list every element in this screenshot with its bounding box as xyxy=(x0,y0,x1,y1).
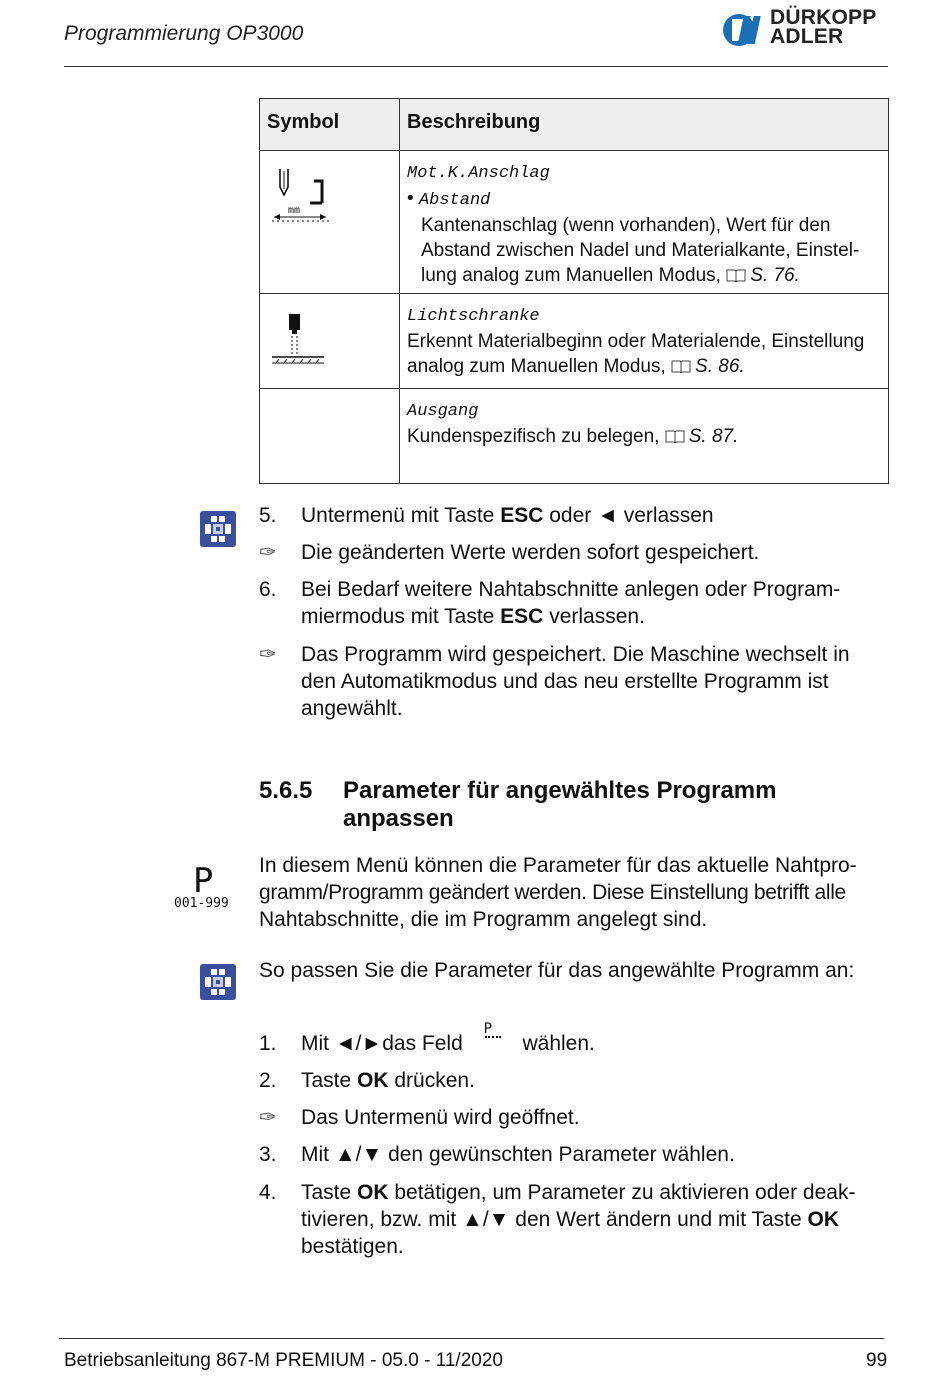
procedure-icon xyxy=(200,511,236,547)
param-name: Mot.K.Anschlag xyxy=(407,164,550,183)
result-arrow-icon: ✑ xyxy=(259,541,277,564)
param-name: Ausgang xyxy=(407,402,479,421)
section-intro: In diesem Menü können die Parameter für das aktuelle Nahtpro- gramm/Programm geändert werden. Diese Einstellung betrifft alle Nahtabschnitte, die im Programm angelegt sind. xyxy=(259,854,857,931)
column-header-description: Beschreibung xyxy=(400,99,889,151)
symbol-cell xyxy=(260,151,400,294)
step-text: Untermenü mit Taste xyxy=(301,504,501,527)
key-label: OK xyxy=(357,1181,389,1204)
column-header-symbol: Symbol xyxy=(260,99,400,151)
duerkopp-adler-logo xyxy=(722,8,890,52)
description-cell xyxy=(400,294,889,389)
procedure-steps-b: 1. Mit ◄/►das Feld P wählen. 2. Taste OK drücken. ✑ Das Untermenü wird geöffnet. 3. Mit ▲/▼ den gewünschten Parameter wählen. 4. Taste OK betätigen, um Parameter zu aktivieren oder deak- tivieren, bzw. mit ▲/▼ den Wert ändern und mit Taste OK bestätigen. xyxy=(259,1021,856,1258)
header-rule xyxy=(64,66,888,67)
running-header-title: Programmierung OP3000 xyxy=(64,22,304,45)
logo-text-line2: ADLER xyxy=(770,25,844,48)
page-number: 99 xyxy=(866,1350,888,1371)
symbol-cell xyxy=(260,294,400,389)
edge-stop-icon xyxy=(270,165,340,235)
logo-mark-icon xyxy=(722,10,768,50)
param-text-line: lung analog zum Manuellen Modus, xyxy=(421,265,721,286)
footer-document-title: Betriebsanleitung 867-M PREMIUM - 05.0 - 11/2020 xyxy=(64,1350,503,1371)
step-number: 6. xyxy=(259,578,277,601)
result-arrow-icon: ✑ xyxy=(259,1106,277,1129)
howto-intro: So passen Sie die Parameter für das angewählte Programm an: xyxy=(259,959,855,982)
param-text-line: Kantenanschlag (wenn vorhanden), Wert für den xyxy=(421,215,831,236)
key-label: OK xyxy=(807,1208,840,1231)
procedure-icon xyxy=(200,964,236,1000)
step-text: oder ◄ verlassen xyxy=(543,504,714,527)
book-icon xyxy=(665,429,685,443)
book-icon xyxy=(671,359,691,373)
section-number: 5.6.5 xyxy=(259,777,313,804)
procedure-steps-a: 5. Untermenü mit Taste ESC oder ◄ verlassen ✑ Die geänderten Werte werden sofort gespeichert. 6. Bei Bedarf weitere Nahtabschnitte anlegen oder Program- miermodus mit Taste ESC verlassen. ✑ Das Programm wird gespeichert. Die Maschine wechselt in den Automatikmodus und das neu erstellte Programm ist angewählt. xyxy=(259,502,889,732)
param-text-line: Erkennt Materialbeginn oder Materialende, Einstellung xyxy=(407,331,865,352)
footer-rule xyxy=(59,1338,884,1339)
program-parameter-icon: P 001-999 xyxy=(174,861,229,911)
description-cell xyxy=(400,389,889,484)
result-arrow-icon: ✑ xyxy=(259,643,277,666)
key-label: OK xyxy=(357,1069,389,1092)
light-barrier-icon xyxy=(270,312,340,382)
step-number: 2. xyxy=(259,1069,277,1092)
page-reference-link[interactable]: S. 86. xyxy=(695,356,745,377)
step-number: 5. xyxy=(259,504,277,527)
page-reference-link[interactable]: S. 87. xyxy=(688,426,739,447)
param-text-line: Abstand zwischen Nadel und Materialkante, Einstel- xyxy=(421,240,860,261)
key-label: ESC xyxy=(500,504,544,527)
p-field-icon: P xyxy=(469,1030,517,1050)
step-number: 4. xyxy=(259,1181,277,1204)
param-bullet: Abstand xyxy=(418,191,491,210)
logo-text-line1: DÜRKOPP xyxy=(770,6,877,29)
param-name: Lichtschranke xyxy=(407,307,540,326)
description-cell: Mot.K.Anschlag • Abstand Kantenanschlag (wenn vorhanden), Wert für den Abstand zwischen Nadel und Materialkante, Einstel- lung analog zum Manuellen Modus, S. 76. xyxy=(400,151,889,294)
key-label: ESC xyxy=(500,605,544,628)
step-number: 3. xyxy=(259,1143,277,1166)
param-text-line: analog zum Manuellen Modus, xyxy=(407,356,666,377)
page-reference-link[interactable]: S. 76. xyxy=(750,265,800,286)
step-text: Bei Bedarf weitere Nahtabschnitte anlegen oder Program- xyxy=(301,578,841,601)
book-icon xyxy=(726,268,746,282)
step-number: 1. xyxy=(259,1032,277,1055)
param-text-line: Kundenspezifisch zu belegen, xyxy=(407,426,660,447)
symbol-table xyxy=(259,98,889,484)
symbol-cell-empty xyxy=(260,389,400,484)
mm-label: mm xyxy=(288,206,301,217)
section-title: Parameter für angewähltes Programm anpassen xyxy=(343,777,777,832)
step-text: Die geänderten Werte werden sofort gespeichert. xyxy=(301,541,760,564)
